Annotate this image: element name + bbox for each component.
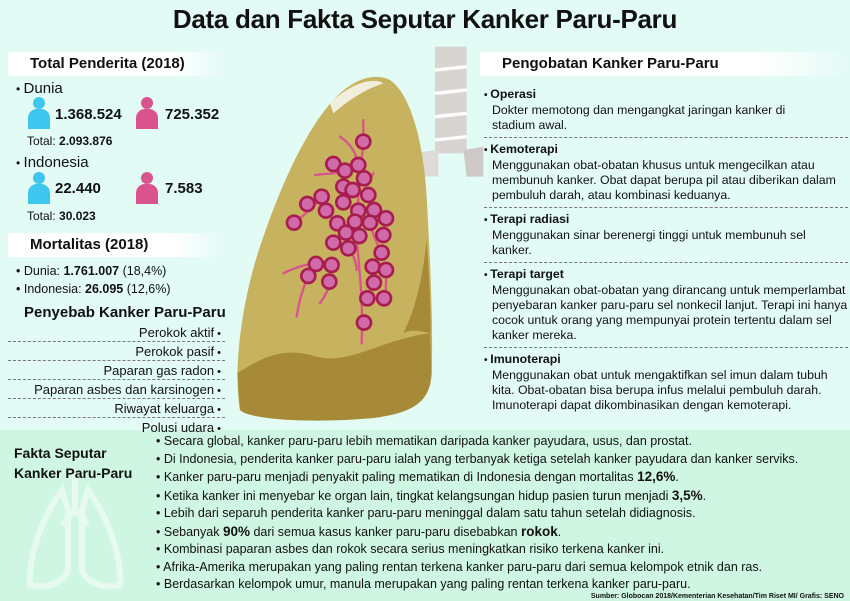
fact-text: dari semua kasus kanker paru-paru disebabkan <box>249 524 521 539</box>
fact-item: • Lebih dari separuh penderita kanker paru-paru meninggal dalam satu tahun setelah didiagnosis. <box>156 506 696 520</box>
mortality-label: Indonesia: <box>23 282 82 296</box>
treatment-desc: Menggunakan obat-obatan yang dirancang untuk memperlambat penyebaran kanker paru-paru sel nonkecil lanjut. Terapi ini hanya cocok untuk orang yang mempunyai protein tertentu dalam sel kanker mereka. <box>492 283 848 342</box>
cause-item: Perokok pasif • <box>8 342 225 361</box>
cause-item: Paparan gas radon • <box>8 361 225 380</box>
treatment-name: • Imunoterapi <box>484 352 848 368</box>
tumor-mark <box>366 260 380 274</box>
tumor-mark <box>375 246 389 260</box>
mortality-label: Dunia: <box>23 264 60 278</box>
indonesia-female-count: 7.583 <box>165 180 203 197</box>
world-label: • Dunia <box>16 80 63 97</box>
fact-text: Kombinasi paparan asbes dan rokok secara serius meningkatkan risiko terkena kanker ini. <box>163 542 665 556</box>
cause-item: Polusi udara • <box>8 418 225 437</box>
fact-text: Sebanyak <box>163 524 223 539</box>
fact-text: Secara global, kanker paru-paru lebih mematikan daripada kanker payudara, usus, dan prostat. <box>163 434 692 448</box>
tumor-mark <box>357 171 371 185</box>
fact-text: Afrika-Amerika merupakan yang paling rentan terkena kanker paru-paru dari semua kelompok etnik dan ras. <box>163 559 763 574</box>
fact-highlight: 3,5% <box>671 487 703 503</box>
cause-item: Riwayat keluarga • <box>8 399 225 418</box>
fact-text: Berdasarkan kelompok umur, manula merupakan yang paling rentan terkena kanker paru-paru. <box>163 577 691 591</box>
mortality-heading: Mortalitas (2018) <box>8 233 226 257</box>
source-credit: Sumber: Globocan 2018/Kementerian Kesehatan/Tim Riset MI/ Grafis: SENO <box>590 593 844 600</box>
tumor-mark <box>379 211 393 225</box>
fact-item: • Di Indonesia, penderita kanker paru-paru ialah yang terbanyak ketiga setelah kanker payudara dan kanker serviks. <box>156 451 799 466</box>
fact-text: Di Indonesia, penderita kanker paru-paru ialah yang terbanyak ketiga setelah kanker payudara dan kanker serviks. <box>163 451 799 466</box>
mortality-world: • Dunia: 1.761.007 (18,4%) <box>16 264 167 278</box>
facts-heading-line: Fakta Seputar <box>14 445 107 461</box>
tumor-mark <box>357 316 371 330</box>
tumor-mark <box>336 195 350 209</box>
causes-heading: Penyebab Kanker Paru-Paru <box>24 304 226 321</box>
tumor-mark <box>339 226 353 240</box>
treatment-heading: Pengobatan Kanker Paru-Paru <box>480 52 850 76</box>
total-label: Total: <box>27 209 56 223</box>
female-icon <box>136 172 158 204</box>
fact-item: • Ketika kanker ini menyebar ke organ lain, tingkat kelangsungan hidup pasien turun menjadi 3,5%. <box>156 487 707 503</box>
treatment-desc: Menggunakan obat-obatan khusus untuk mengecilkan atau membunuh kanker. Obat dapat berupa pil atau diberikan dalam pembuluh darah, atau kombinasi keduanya. <box>492 158 836 202</box>
page-title: Data dan Fakta Seputar Kanker Paru-Paru <box>172 4 678 34</box>
total-value: 2.093.876 <box>59 134 113 148</box>
treatment-name: • Kemoterapi <box>484 142 848 158</box>
facts-heading-line: Kanker Paru-Paru <box>14 465 133 481</box>
treatment-item <box>484 87 848 138</box>
fact-text: Lebih dari separuh penderita kanker paru-paru meninggal dalam satu tahun setelah didiagnosis. <box>163 506 696 520</box>
fact-text: Ketika kanker ini menyebar ke organ lain, tingkat kelangsungan hidup pasien turun menjadi <box>163 488 672 503</box>
fact-highlight: 90% <box>222 523 250 539</box>
treatment-name: • Operasi <box>484 87 848 103</box>
tumor-mark <box>341 241 355 255</box>
cause-item: Paparan asbes dan karsinogen • <box>8 380 225 399</box>
tumor-mark <box>377 291 391 305</box>
treatment-desc: Menggunakan obat untuk mengaktifkan sel imun dalam tubuh kita. Obat-obatan bisa berupa infus melalui pembuluh darah. Imunoterapi dapat dikombinasikan dengan kemoterapi. <box>492 368 828 412</box>
fact-highlight: 12,6% <box>637 469 676 484</box>
tumor-mark <box>326 236 340 250</box>
male-icon <box>28 172 50 204</box>
treatment-item <box>484 212 848 263</box>
treatment-item <box>484 267 848 348</box>
tumor-mark <box>346 183 360 197</box>
world-total <box>27 134 112 148</box>
facts-list <box>156 433 798 594</box>
tumor-mark <box>325 258 339 272</box>
tumor-mark <box>315 190 329 204</box>
treatment-name: • Terapi target <box>484 267 848 283</box>
mortality-value: 26.095 <box>85 282 124 296</box>
total-patients-heading: Total Penderita (2018) <box>8 52 226 76</box>
tumor-mark <box>301 269 315 283</box>
cause-item: Perokok aktif • <box>8 323 225 342</box>
world-female-count: 725.352 <box>165 106 220 123</box>
treatment-name: • Terapi radiasi <box>484 212 848 228</box>
fact-item: • Sebanyak 90% dari semua kasus kanker paru-paru disebabkan rokok. <box>156 523 562 539</box>
mortality-indonesia: • Indonesia: 26.095 (12,6%) <box>16 282 171 296</box>
lung-outline-icon <box>30 470 120 586</box>
tumor-mark <box>356 135 370 149</box>
fact-text: Kanker paru-paru menjadi penyakit paling mematikan di Indonesia dengan mortalitas <box>163 470 638 484</box>
mortality-pct: (12,6%) <box>126 282 171 296</box>
male-icon <box>28 97 50 129</box>
tumor-mark <box>376 228 390 242</box>
treatment-item <box>484 142 848 208</box>
tumor-mark <box>322 275 336 289</box>
world-male-count: 1.368.524 <box>55 106 122 123</box>
fact-text: . <box>675 470 679 484</box>
tumor-mark <box>360 291 374 305</box>
fact-item: • Berdasarkan kelompok umur, manula merupakan yang paling rentan terkena kanker paru-paru. <box>156 577 691 591</box>
indonesia-male-count: 22.440 <box>55 180 101 197</box>
tumor-mark <box>351 158 365 172</box>
fact-highlight: rokok <box>520 523 558 539</box>
fact-item: • Afrika-Amerika merupakan yang paling rentan terkena kanker paru-paru dari semua kelompok etnik dan ras. <box>156 559 763 574</box>
treatment-desc: Dokter memotong dan mengangkat jaringan kanker di stadium awal. <box>492 103 786 132</box>
total-label: Total: <box>27 134 56 148</box>
tumor-mark <box>319 204 333 218</box>
treatment-desc: Menggunakan sinar berenergi tinggi untuk membunuh sel kanker. <box>492 228 806 257</box>
tumor-mark <box>367 276 381 290</box>
tumor-mark <box>287 216 301 230</box>
fact-text: . <box>702 488 707 503</box>
female-icon <box>136 97 158 129</box>
total-value: 30.023 <box>59 209 96 223</box>
tumor-mark <box>361 188 375 202</box>
tumor-mark <box>363 216 377 230</box>
tumor-mark <box>352 229 366 243</box>
tumor-mark <box>338 164 352 178</box>
treatment-item <box>484 352 848 413</box>
tumor-mark <box>379 263 393 277</box>
indonesia-label: • Indonesia <box>16 154 89 171</box>
indonesia-total <box>27 209 96 223</box>
fact-item: • Secara global, kanker paru-paru lebih mematikan daripada kanker payudara, usus, dan prostat. <box>156 434 692 448</box>
facts-heading <box>14 443 132 483</box>
tumor-mark <box>300 197 314 211</box>
treatment-list <box>484 87 848 413</box>
mortality-value: 1.761.007 <box>63 264 120 278</box>
fact-item: • Kanker paru-paru menjadi penyakit paling mematikan di Indonesia dengan mortalitas 12,6%. <box>156 469 679 484</box>
fact-text: . <box>557 524 562 539</box>
mortality-pct: (18,4%) <box>122 264 167 278</box>
fact-item: • Kombinasi paparan asbes dan rokok secara serius meningkatkan risiko terkena kanker ini. <box>156 542 665 556</box>
